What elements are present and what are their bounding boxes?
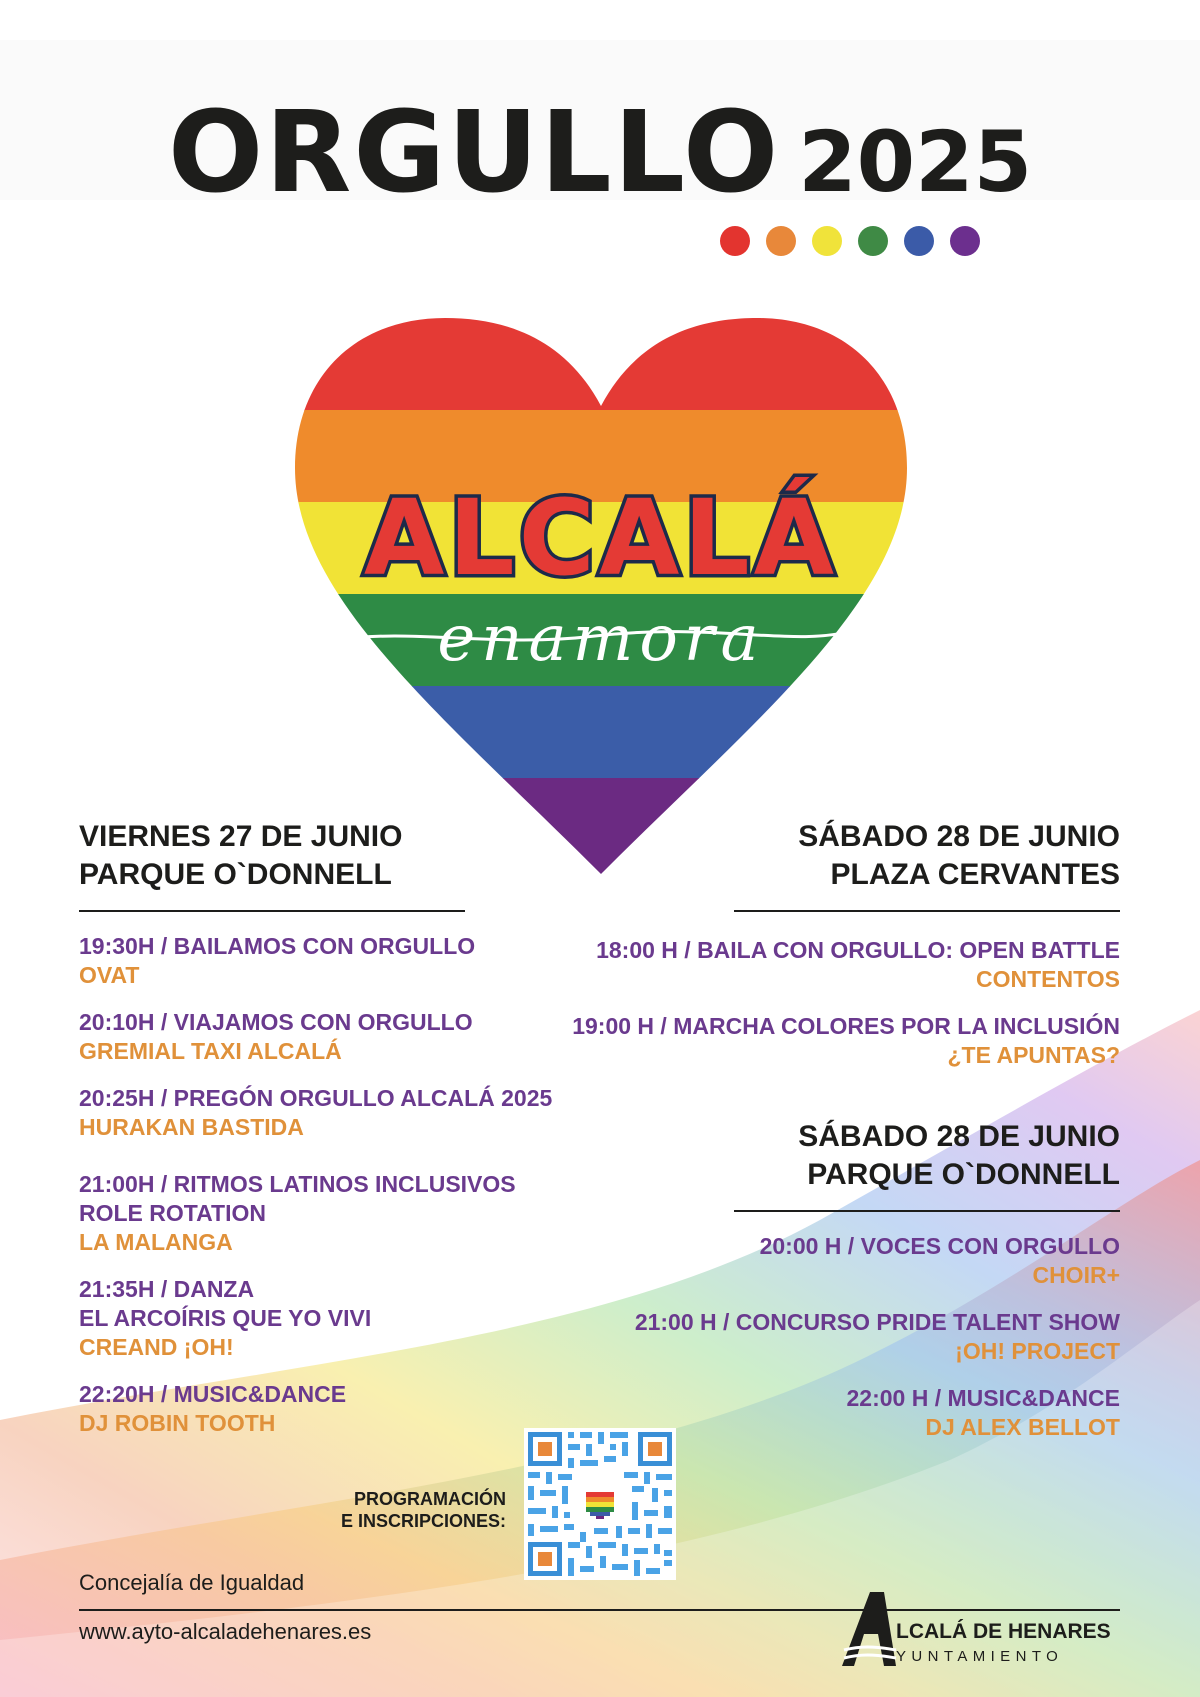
event-performer: CHOIR+ <box>1032 1262 1120 1288</box>
event-performer: LA MALANGA <box>79 1229 233 1255</box>
friday-heading-place: PARQUE O`DONNELL <box>79 858 392 891</box>
footer-url-link[interactable]: www.ayto-alcaladehenares.es <box>79 1619 372 1644</box>
event-subtitle: EL ARCOÍRIS QUE YO VIVI <box>79 1305 372 1331</box>
event-performer: HURAKAN BASTIDA <box>79 1114 304 1140</box>
event-title: 21:35H / DANZA <box>79 1276 255 1302</box>
saturday-plaza-schedule <box>520 818 1120 1088</box>
event-title: 19:00 H / MARCHA COLORES POR LA INCLUSIÓN <box>572 1013 1120 1039</box>
rainbow-dots <box>720 226 980 256</box>
logo-sub: YUNTAMIENTO <box>896 1648 1064 1665</box>
event-title: 22:00 H / MUSIC&DANCE <box>846 1385 1120 1411</box>
event-title: 20:25H / PREGÓN ORGULLO ALCALÁ 2025 <box>79 1085 553 1111</box>
heart-logo-script: enamora <box>437 602 765 676</box>
qr-label-line1: PROGRAMACIÓN <box>354 1489 506 1509</box>
saturday-plaza-event <box>520 1012 1120 1070</box>
event-performer: DJ ALEX BELLOT <box>925 1414 1120 1440</box>
qr-label <box>330 1488 506 1532</box>
event-performer: OVAT <box>79 962 140 988</box>
friday-divider <box>79 910 465 912</box>
heart-stripe-blue <box>295 686 907 779</box>
event-title: 20:10H / VIAJAMOS CON ORGULLO <box>79 1009 473 1035</box>
title-year: 2025 <box>798 113 1033 211</box>
event-performer: GREMIAL TAXI ALCALÁ <box>79 1038 342 1064</box>
event-performer: ¿TE APUNTAS? <box>947 1042 1120 1068</box>
saturday-plaza-divider <box>734 910 1120 912</box>
saturday-parque-event <box>520 1308 1120 1366</box>
dot-yellow <box>812 226 842 256</box>
event-title: 21:00 H / CONCURSO PRIDE TALENT SHOW <box>634 1309 1120 1335</box>
logo-name: LCALÁ DE HENARES <box>896 1620 1111 1643</box>
event-title: 21:00H / RITMOS LATINOS INCLUSIVOS <box>79 1171 516 1197</box>
event-performer: DJ ROBIN TOOTH <box>79 1410 276 1436</box>
poster-title <box>0 88 1200 218</box>
qr-label-line2: E INSCRIPCIONES: <box>340 1511 506 1531</box>
saturday-plaza-heading-date: SÁBADO 28 DE JUNIO <box>798 820 1120 853</box>
saturday-parque-divider <box>734 1210 1120 1212</box>
saturday-parque-event <box>520 1232 1120 1290</box>
saturday-plaza-heading-place: PLAZA CERVANTES <box>830 858 1120 891</box>
title-main: ORGULLO <box>167 88 781 218</box>
event-performer: ¡OH! PROJECT <box>955 1338 1120 1364</box>
event-title: 20:00 H / VOCES CON ORGULLO <box>759 1233 1120 1259</box>
dot-blue <box>904 226 934 256</box>
event-title: 22:20H / MUSIC&DANCE <box>79 1381 347 1407</box>
dot-purple <box>950 226 980 256</box>
qr-code[interactable] <box>524 1428 676 1580</box>
saturday-parque-heading-date: SÁBADO 28 DE JUNIO <box>798 1120 1120 1153</box>
dot-orange <box>766 226 796 256</box>
friday-heading-date: VIERNES 27 DE JUNIO <box>79 820 403 853</box>
event-title: 18:00 H / BAILA CON ORGULLO: OPEN BATTLE <box>596 937 1120 963</box>
heart-stripe-red <box>295 318 907 411</box>
heart-logo-word: ALCALÁ <box>363 477 839 599</box>
dot-green <box>858 226 888 256</box>
saturday-parque-schedule <box>520 1118 1120 1460</box>
rainbow-heart-logo <box>295 318 907 874</box>
event-title: 19:30H / BAILAMOS CON ORGULLO <box>79 933 476 959</box>
event-subtitle: ROLE ROTATION <box>79 1200 266 1226</box>
saturday-plaza-event <box>520 936 1120 994</box>
footer-organizer: Concejalía de Igualdad <box>79 1570 305 1595</box>
event-performer: CREAND ¡OH! <box>79 1334 234 1360</box>
saturday-parque-heading-place: PARQUE O`DONNELL <box>807 1158 1120 1191</box>
dot-red <box>720 226 750 256</box>
event-performer: CONTENTOS <box>976 966 1120 992</box>
